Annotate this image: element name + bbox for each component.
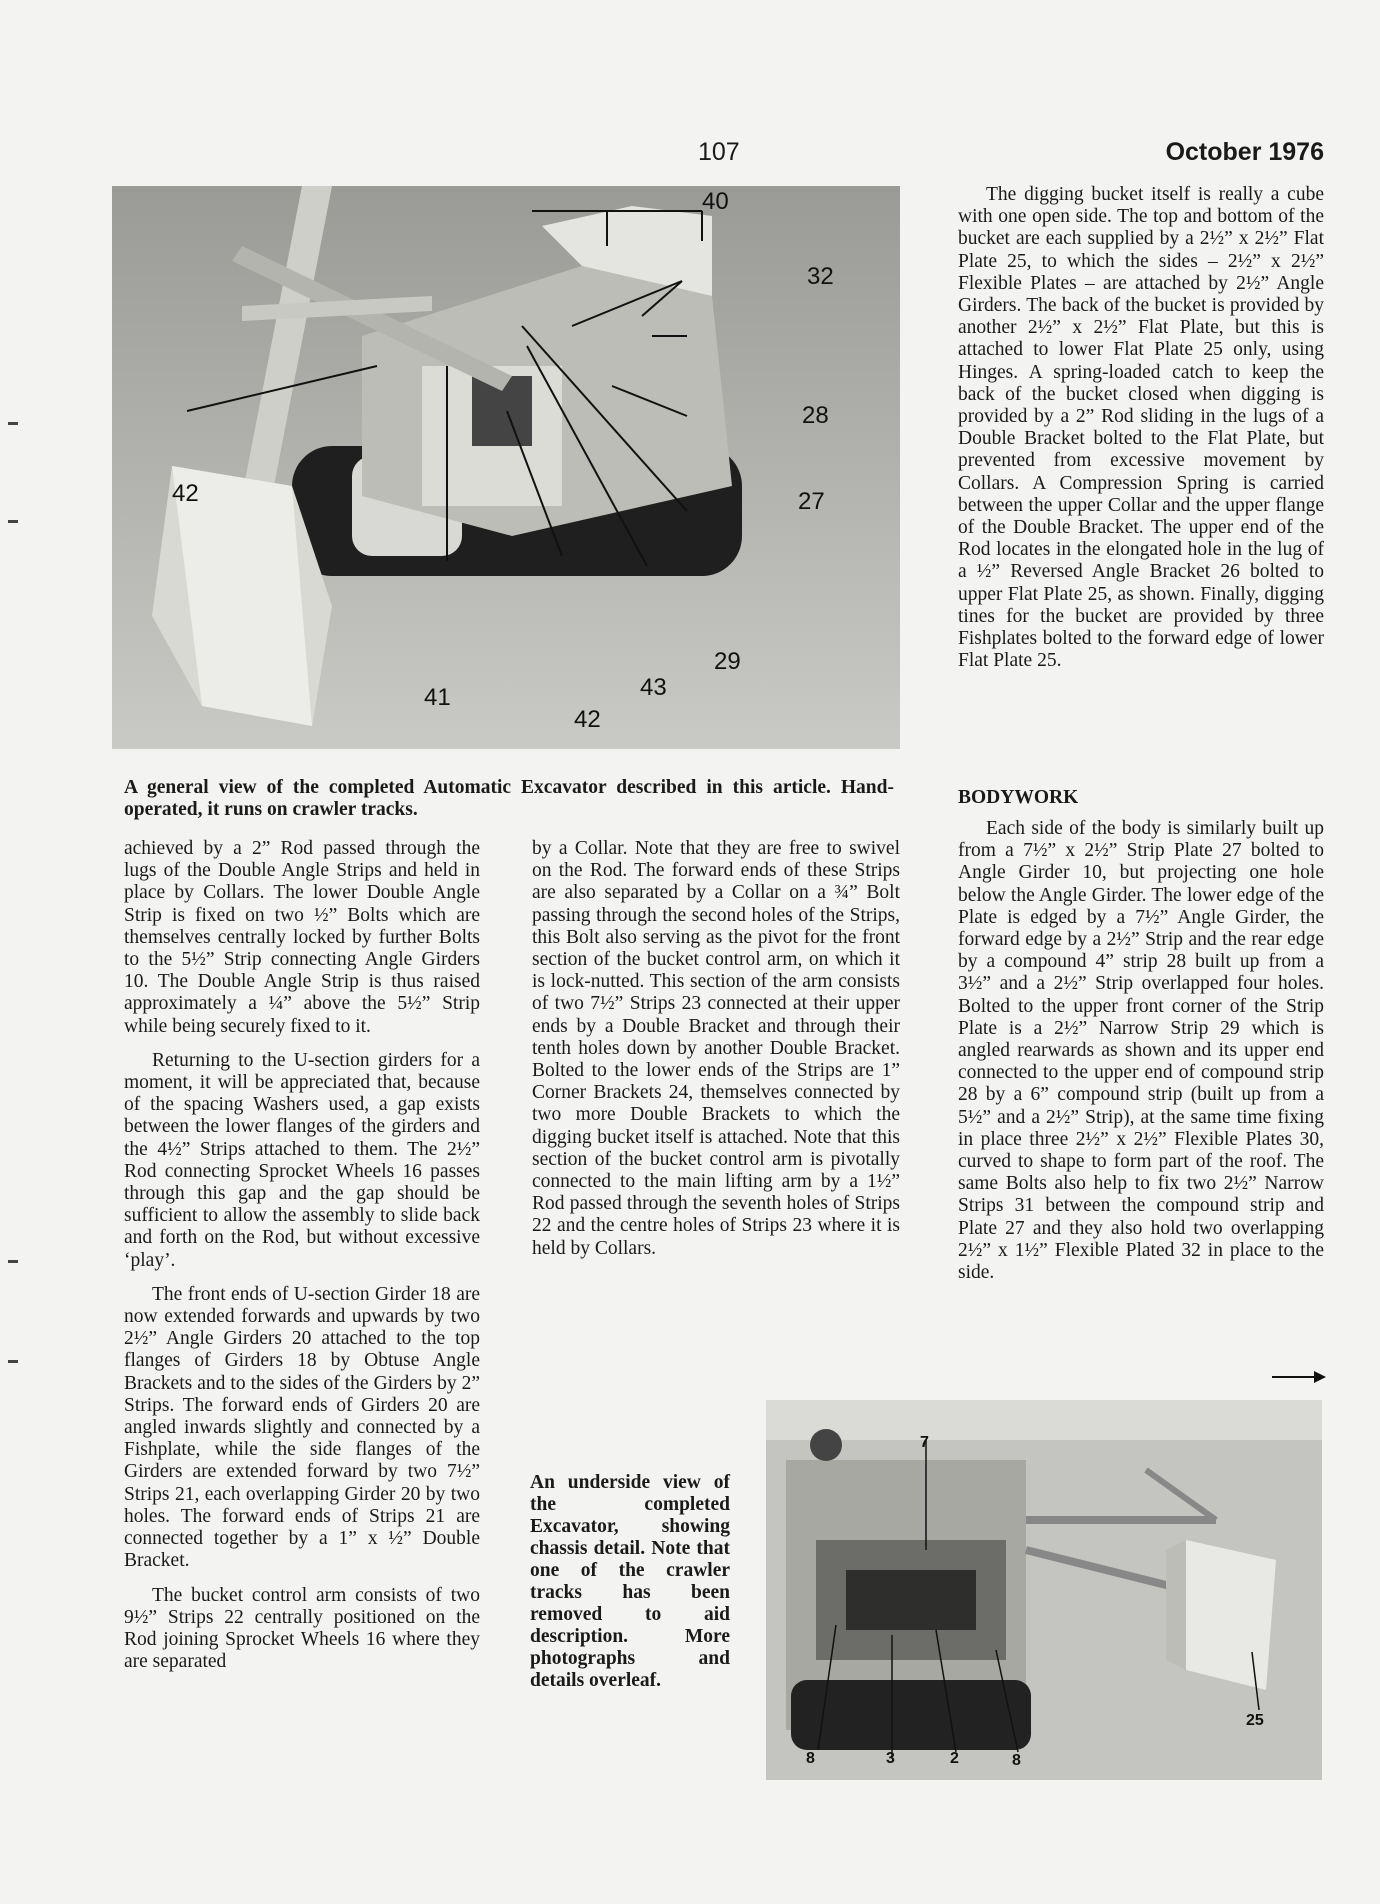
underside-photo xyxy=(766,1400,1322,1780)
callout-label: 29 xyxy=(714,648,741,675)
photo-caption-top: A general view of the completed Automatic Excavator described in this article. Hand-operated, it runs on crawler tracks. xyxy=(124,777,894,820)
callout-label: 43 xyxy=(640,674,667,701)
page-number: 107 xyxy=(698,138,740,166)
callout-label: 3 xyxy=(886,1750,895,1767)
callout-label: 40 xyxy=(702,188,729,215)
paragraph: achieved by a 2” Rod passed through the lugs of the Double Angle Strips and held in place by Collars. The lower Double Angle Strip is fixed on two ½” Bolts which are themselves centrally locked by further Bolts to the 5½” Strip connecting Angle Girders 10. The Double Angle Strip is thus raised approximately a ¼” above the 5½” Strip while being securely fixed to it. xyxy=(124,838,480,1037)
paragraph: The digging bucket itself is really a cube with one open side. The top and bottom of the bucket are each supplied by a 2½” x 2½” Flat Plate 25, to which the sides – 2½” x 2½” Flexible Plates – are attached by 2½” Angle Girders. The back of the bucket is provided by another 2½” x 2½” Flat Plate, but this is attached to lower Flat Plate 25 only, using Hinges. A spring-loaded catch to keep the back of the bucket closed when digging is provided by a 2” Rod sliding in the lugs of a Double Bracket bolted to the Flat Plate, but prevented from excessive movement by Collars. A Compression Spring is carried between the upper Collar and the upper flange of the Double Bracket. The upper end of the Rod locates in the elongated hole in the lug of a ½” Reversed Angle Bracket 26 bolted to upper Flat Plate 25, as shown. Finally, digging tines for the bucket are provided by three Fishplates bolted to the forward edge of lower Flat Plate 25. xyxy=(958,184,1324,672)
photo-caption-bottom: An underside view of the completed Excavator, showing chassis detail. Note that one of the crawler tracks has been removed to aid description. More photographs and details overleaf. xyxy=(530,1472,730,1691)
paragraph: by a Collar. Note that they are free to swivel on the Rod. The forward ends of these Strips are also separated by a Collar on a ¾” Bolt passing through the second holes of the Strips, this Bolt also serving as the pivot for the front section of the bucket control arm, on which it is lock-nutted. This section of the arm consists of two 7½” Strips 23 connected at their upper ends by a Double Bracket and through their tenth holes down by another Double Bracket. Bolted to the lower ends of the Strips are 1” Corner Brackets 24, themselves connected by two more Double Brackets to which the digging bucket itself is attached. Note that this section of the bucket control arm is pivotally connected to the main lifting arm by a 1½” Rod passed through the seventh holes of Strips 22 and the centre holes of Strips 23 where it is held by Collars. xyxy=(532,838,900,1259)
callout-label: 2 xyxy=(950,1750,959,1767)
scan-mark xyxy=(8,520,18,523)
paragraph: Each side of the body is similarly built up from a 7½” x 2½” Strip Plate 27 bolted to Angle Girder 10, but projecting one hole below the Angle Girder. The lower edge of the Plate is edged by a 7½” Angle Girder, the forward edge by a 2½” Strip and the rear edge by a compound 4” strip 28 built up from a 3½” and a 2½” Strip overlapped four holes. Bolted to the upper front corner of the Strip Plate is a 2½” Narrow Strip 29 which is angled rearwards as shown and its upper end connected to the upper end of compound strip 28 by a 6” compound strip (built up from a 5½” and a 2½” Strip), at the same time fixing in place three 2½” x 2½” Flexible Plates 30, curved to shape to form part of the roof. The same Bolts also help to fix two 2½” Narrow Strips 31 between the compound strip and Plate 27 and they also hold two overlapping 2½” x 1½” Flexible Plated 32 in place to the side. xyxy=(958,818,1324,1284)
excavator-photo xyxy=(112,186,900,749)
callout-label: 27 xyxy=(798,488,825,515)
column-3-top xyxy=(958,184,1324,684)
callout-label: 8 xyxy=(806,1750,815,1767)
callout-label: 42 xyxy=(574,706,601,733)
scan-mark xyxy=(8,1360,18,1363)
arrow-right-icon xyxy=(1272,1376,1324,1378)
column-2 xyxy=(532,838,900,1272)
scan-mark xyxy=(8,422,18,425)
paragraph: Returning to the U-section girders for a moment, it will be appreciated that, because of the spacing Washers used, a gap exists between the lower flanges of the girders and the 4½” Strips attached to them. The 2½” Rod connecting Sprocket Wheels 16 passes through this gap and the gap should be sufficient to allow the assembly to slide back and forth on the Rod, but without excessive ‘play’. xyxy=(124,1049,480,1271)
callout-label: 32 xyxy=(807,263,834,290)
callout-label: 7 xyxy=(920,1434,929,1451)
callout-label: 8 xyxy=(1012,1752,1021,1769)
issue-date: October 1976 xyxy=(1165,138,1324,166)
column-1 xyxy=(124,838,480,1685)
scan-mark xyxy=(8,1260,18,1263)
callout-label: 42 xyxy=(172,480,199,507)
callout-label: 28 xyxy=(802,402,829,429)
column-3-bottom xyxy=(958,818,1324,1296)
section-heading: BODYWORK xyxy=(958,787,1079,808)
callout-label: 41 xyxy=(424,684,451,711)
callout-label: 25 xyxy=(1246,1712,1264,1729)
paragraph: The front ends of U-section Girder 18 are now extended forwards and upwards by two 2½” Angle Girders 20 attached to the top flanges of Girders 18 by Obtuse Angle Brackets and to the sides of the Girders by 2” Strips. The forward ends of Girders 20 are angled inwards slightly and connected by a Fishplate, while the side flanges of the Girders are extended forward by two 7½” Strips 21, each overlapping Girder 20 by two holes. The forward ends of Strips 21 are connected together by a 1” x ½” Double Bracket. xyxy=(124,1283,480,1572)
paragraph: The bucket control arm consists of two 9½” Strips 22 centrally positioned on the Rod joining Sprocket Wheels 16 where they are separated xyxy=(124,1584,480,1673)
